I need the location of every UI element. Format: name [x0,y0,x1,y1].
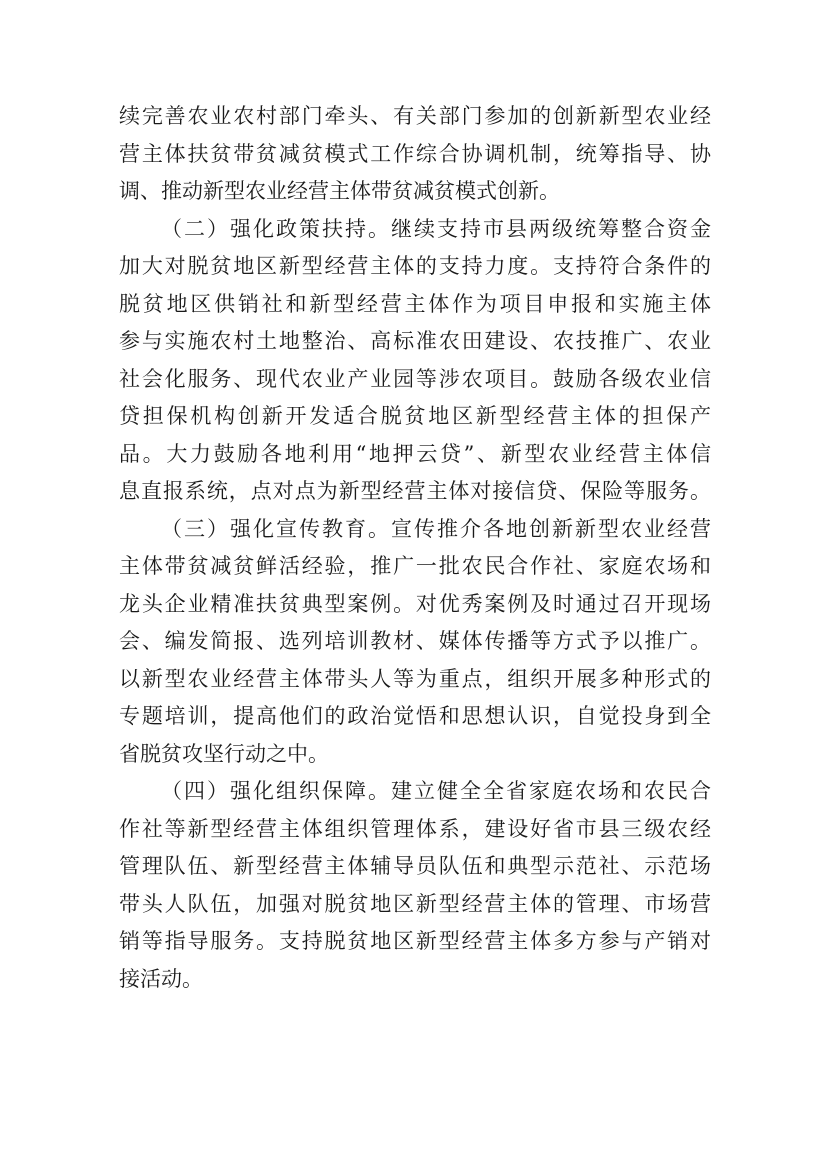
text-line: 以新型农业经营主体带头人等为重点，组织开展多种形式的 [119,666,711,691]
text-line: 会、编发简报、选列培训教材、媒体传播等方式予以推广。 [119,629,711,653]
text-line: （三）强化宣传教育。宣传推介各地创新新型农业经营 [161,516,711,541]
text-line: 续完善农业农村部门牵头、有关部门参加的创新新型农业经 [119,104,711,128]
body-text [119,98,711,998]
text-line: 调、推动新型农业经营主体带贫减贫模式创新。 [119,179,560,203]
text-line: 作社等新型经营主体组织管理体系，建设好省市县三级农经 [119,816,711,841]
text-line: 贷担保机构创新开发适合脱贫地区新型经营主体的担保产 [119,404,711,428]
text-line: 接活动。 [119,966,203,991]
text-line: 营主体扶贫带贫减贫模式工作综合协调机制，统筹指导、协 [119,141,711,166]
text-line: 息直报系统，点对点为新型经营主体对接信贷、保险等服务。 [119,479,711,503]
text-line: 销等指导服务。支持脱贫地区新型经营主体多方参与产销对 [119,929,711,953]
text-line: （四）强化组织保障。建立健全全省家庭农场和农民合 [161,779,711,803]
text-line: 管理队伍、新型经营主体辅导员队伍和典型示范社、示范场 [119,854,711,878]
text-line: 省脱贫攻坚行动之中。 [119,741,329,766]
text-line: 品。大力鼓励各地利用“地押云贷”、新型农业经营主体信 [119,441,711,466]
text-line: 专题培训，提高他们的政治觉悟和思想认识，自觉投身到全 [119,704,711,728]
text-line: 主体带贫减贫鲜活经验，推广一批农民合作社、家庭农场和 [119,554,711,578]
text-line: 脱贫地区供销社和新型经营主体作为项目申报和实施主体 [119,291,711,316]
text-line: （二）强化政策扶持。继续支持市县两级统筹整合资金 [161,216,711,241]
text-line: 参与实施农村土地整治、高标准农田建设、农技推广、农业 [119,329,711,353]
text-line: 带头人队伍，加强对脱贫地区新型经营主体的管理、市场营 [119,891,711,916]
text-line: 加大对脱贫地区新型经营主体的支持力度。支持符合条件的 [119,254,711,278]
text-line: 社会化服务、现代农业产业园等涉农项目。鼓励各级农业信 [119,366,711,391]
text-line: 龙头企业精准扶贫典型案例。对优秀案例及时通过召开现场 [119,591,711,616]
